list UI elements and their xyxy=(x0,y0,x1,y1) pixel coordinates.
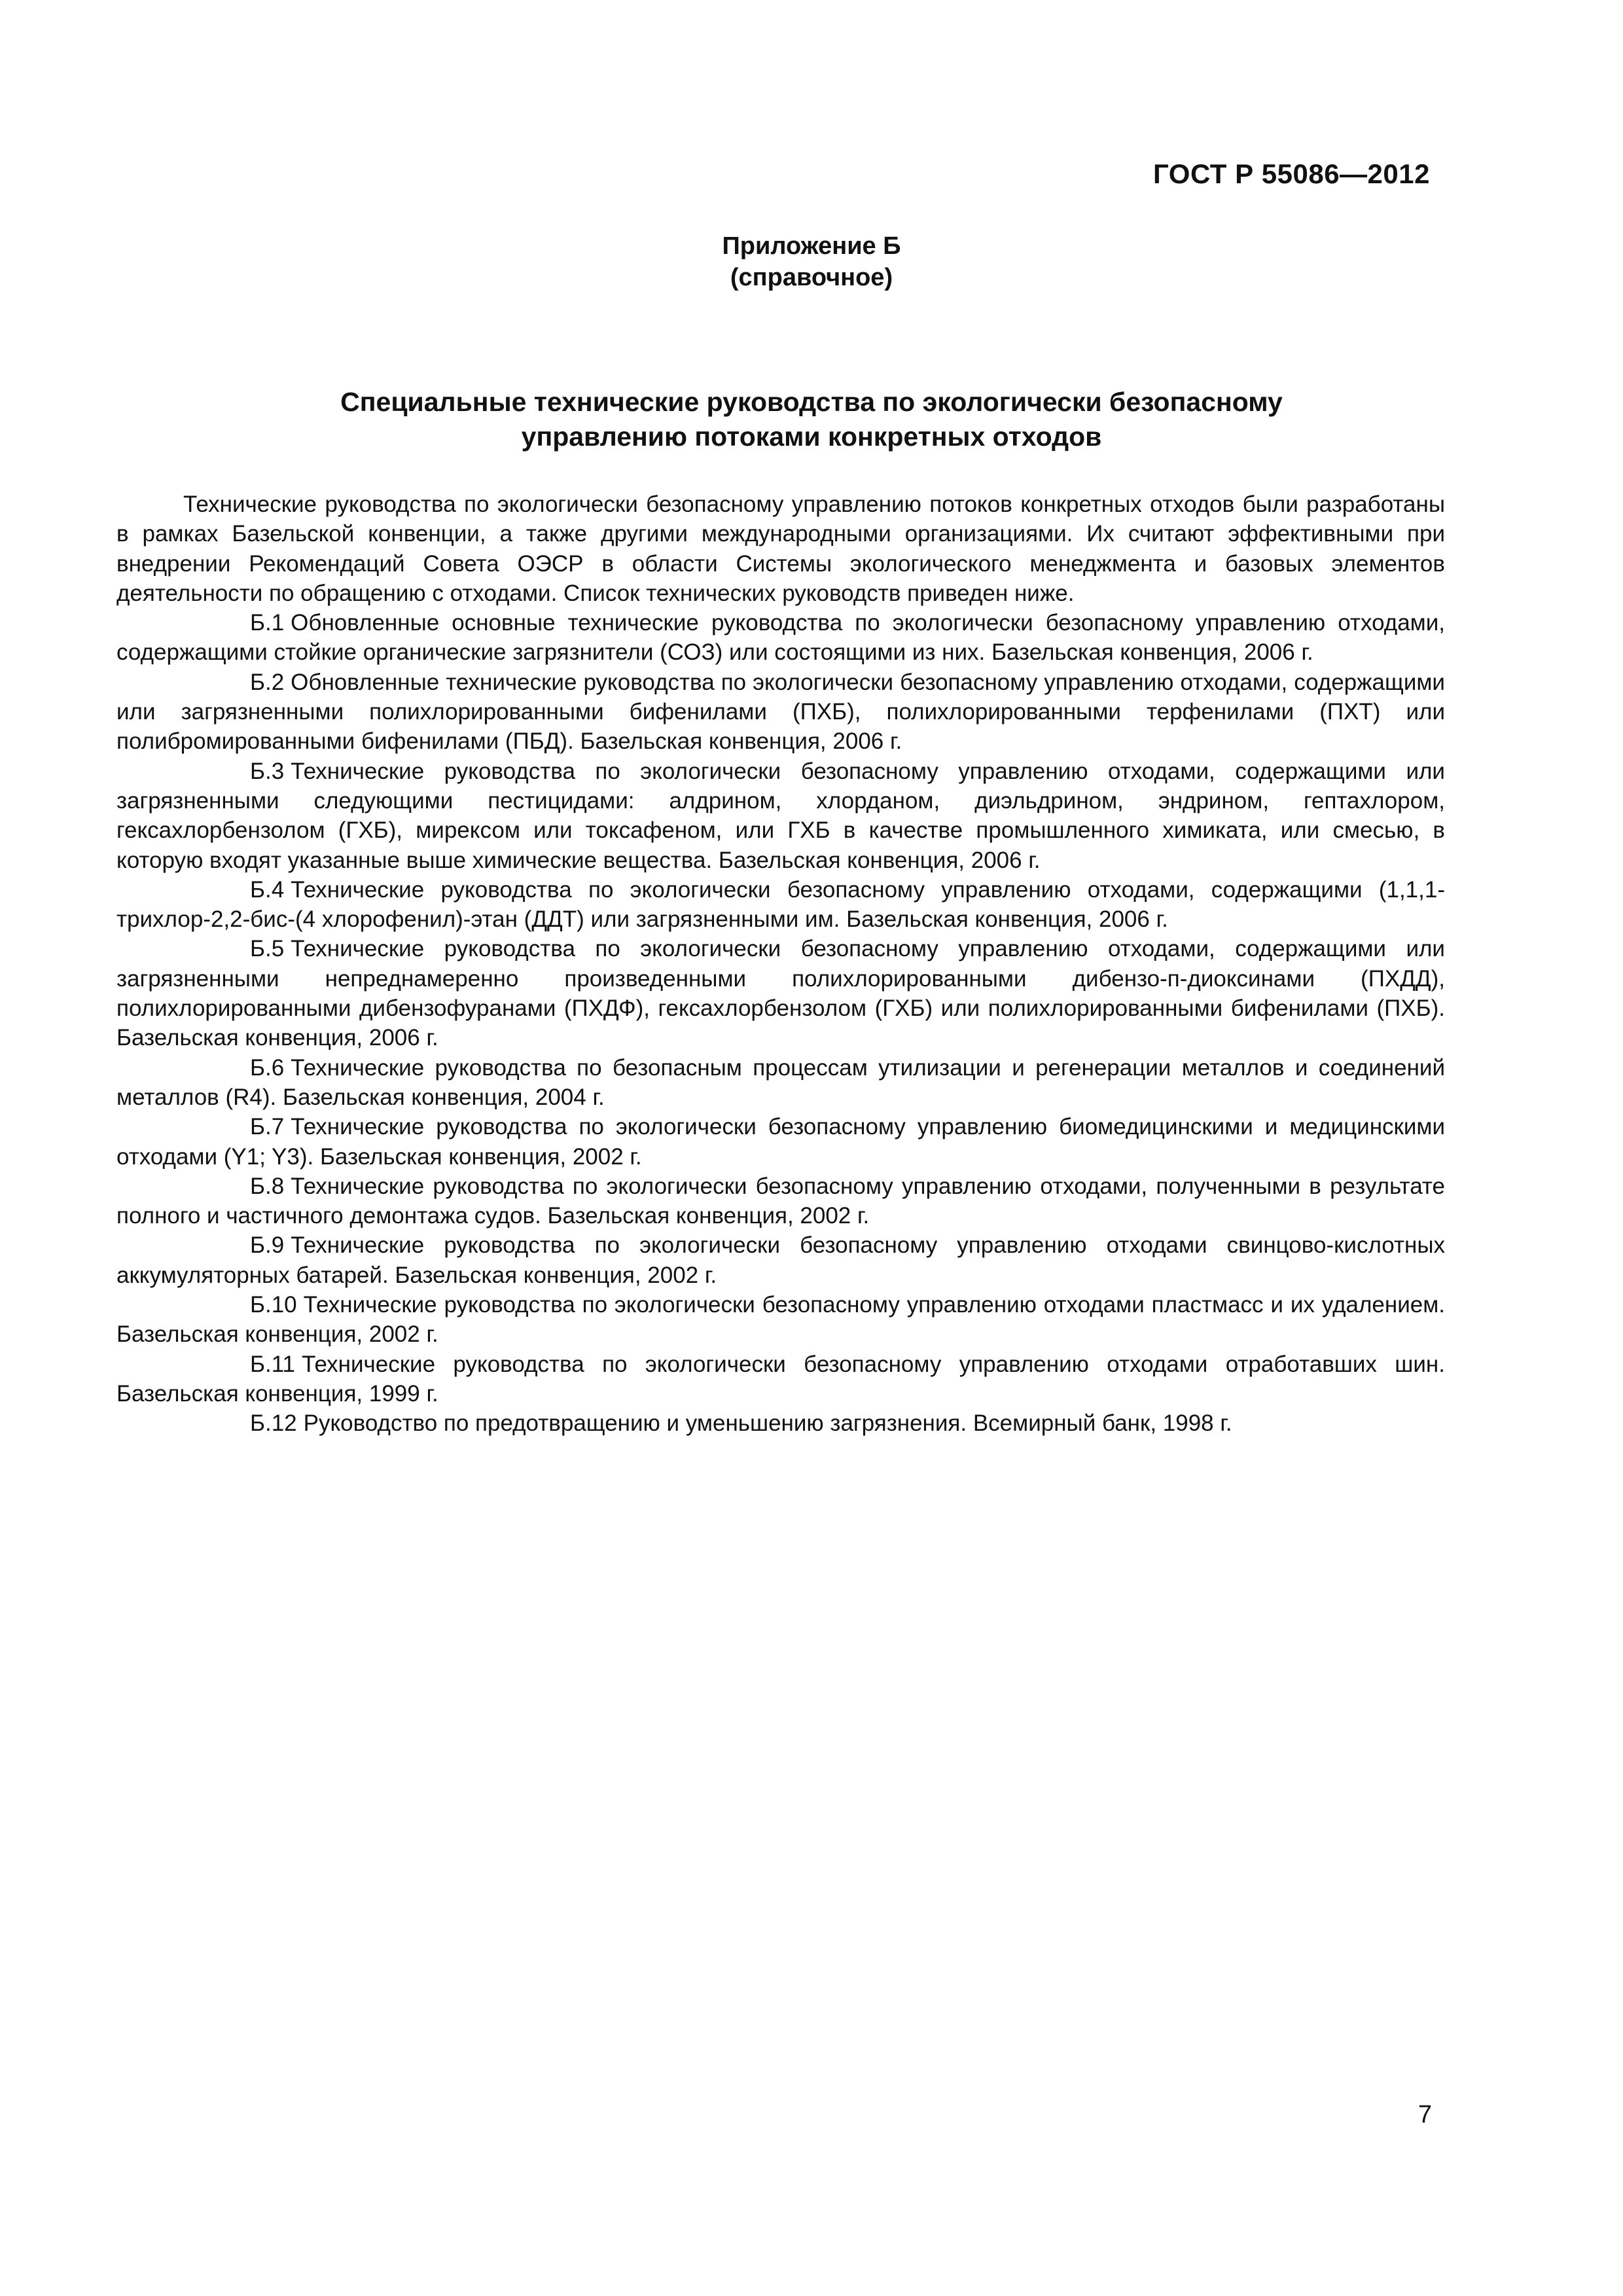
list-item xyxy=(116,608,1445,668)
item-text: Технические руководства по экологически безопасному управлению биомедицинскими и медицинскими отходами (Y1; Y3). Базельская конвенция, 2002 г. xyxy=(116,1114,1445,1170)
appendix-heading xyxy=(0,230,1623,293)
item-text: Обновленные основные технические руководства по экологически безопасному управлению отходами, содержащими стойкие органические загрязнители (СОЗ) или состоящими из них. Базельская конвенция, 2006 г. xyxy=(116,610,1445,666)
item-number: Б.4 xyxy=(250,876,285,903)
title-line-2: управлению потоками конкретных отходов xyxy=(521,422,1102,452)
list-item xyxy=(116,1230,1445,1290)
item-text: Руководство по предотвращению и уменьшению загрязнения. Всемирный банк, 1998 г. xyxy=(303,1410,1232,1437)
item-number: Б.6 xyxy=(250,1054,285,1081)
item-number: Б.5 xyxy=(250,936,285,962)
list-item xyxy=(116,668,1445,757)
list-item xyxy=(116,757,1445,875)
list-item xyxy=(116,1172,1445,1231)
item-number: Б.1 xyxy=(250,610,285,636)
intro-paragraph: Технические руководства по экологически безопасному управлению потоков конкретных отходов были разработаны в рамках Базельской конвенции, а также другими международными организациями. Их считают эффективными при внедрении Рекомендаций Совета ОЭСР в области Системы экологического менеджмента и базовых элементов деятельности по обращению с отходами. Список технических руководств приведен ниже. xyxy=(116,492,1445,606)
item-text: Технические руководства по экологически безопасному управлению отходами пластмасс и их удалением. Базельская конвенция, 2002 г. xyxy=(116,1292,1445,1348)
item-number: Б.8 xyxy=(250,1173,285,1199)
list-item xyxy=(116,875,1445,935)
item-text: Технические руководства по экологически безопасному управлению отходами, содержащими или загрязненными следующими пестицидами: алдрином, хлорданом, диэльдрином, эндрином, гептахлором, гексахлорбензолом (ГХБ), мирексом или токсафеном, или ГХБ в качестве промышленного химиката, или смесью, в которую входят указанные выше химические вещества. Базельская конвенция, 2006 г. xyxy=(116,758,1445,873)
title-line-1: Специальные технические руководства по экологически безопасному xyxy=(340,387,1283,417)
item-number: Б.11 xyxy=(250,1351,296,1377)
appendix-label: Приложение Б xyxy=(722,232,901,260)
item-number: Б.2 xyxy=(250,669,285,695)
item-number: Б.12 xyxy=(250,1410,297,1437)
list-item xyxy=(116,934,1445,1052)
page-number: 7 xyxy=(1418,2101,1432,2128)
item-text: Технические руководства по экологически безопасному управлению отходами, содержащими или загрязненными непреднамеренно произведенными полихлорированными дибензо-п-диоксинами (ПХДД), полихлорированными дибензофуранами (ПХДФ), гексахлорбензолом (ГХБ) или полихлорированными бифенилами (ПХБ). Базельская конвенция, 2006 г. xyxy=(116,936,1445,1051)
appendix-status: (справочное) xyxy=(730,264,893,291)
page-title xyxy=(196,385,1427,454)
item-number: Б.3 xyxy=(250,758,285,784)
item-text: Технические руководства по экологически безопасному управлению отходами, содержащими (1,1,1-трихлор-2,2-бис-(4 хлорофенил)-этан (ДДТ) или загрязненными им. Базельская конвенция, 2006 г. xyxy=(116,876,1445,933)
item-text: Технические руководства по экологически безопасному управлению отходами, полученными в результате полного и частичного демонтажа судов. Базельская конвенция, 2002 г. xyxy=(116,1173,1445,1229)
item-number: Б.10 xyxy=(250,1292,297,1318)
item-text: Технические руководства по безопасным процессам утилизации и регенерации металлов и соединений металлов (R4). Базельская конвенция, 2004 г. xyxy=(116,1054,1445,1110)
list-item xyxy=(116,1290,1445,1350)
list-item xyxy=(116,1112,1445,1172)
document-body xyxy=(116,490,1445,1439)
list-item xyxy=(116,1350,1445,1409)
item-number: Б.7 xyxy=(250,1114,285,1140)
list-item xyxy=(116,1408,1445,1438)
item-text: Технические руководства по экологически безопасному управлению отходами свинцово-кислотных аккумуляторных батарей. Базельская конвенция, 2002 г. xyxy=(116,1232,1445,1288)
item-number: Б.9 xyxy=(250,1232,285,1259)
standard-code: ГОСТ Р 55086—2012 xyxy=(1153,158,1430,189)
item-text: Обновленные технические руководства по экологически безопасному управлению отходами, содержащими или загрязненными полихлорированными бифенилами (ПХБ), полихлорированными терфенилами (ПХТ) или полибромированными бифенилами (ПБД). Базельская конвенция, 2006 г. xyxy=(116,669,1445,755)
item-text: Технические руководства по экологически безопасному управлению отходами отработавших шин. Базельская конвенция, 1999 г. xyxy=(116,1351,1445,1407)
list-item xyxy=(116,1053,1445,1113)
